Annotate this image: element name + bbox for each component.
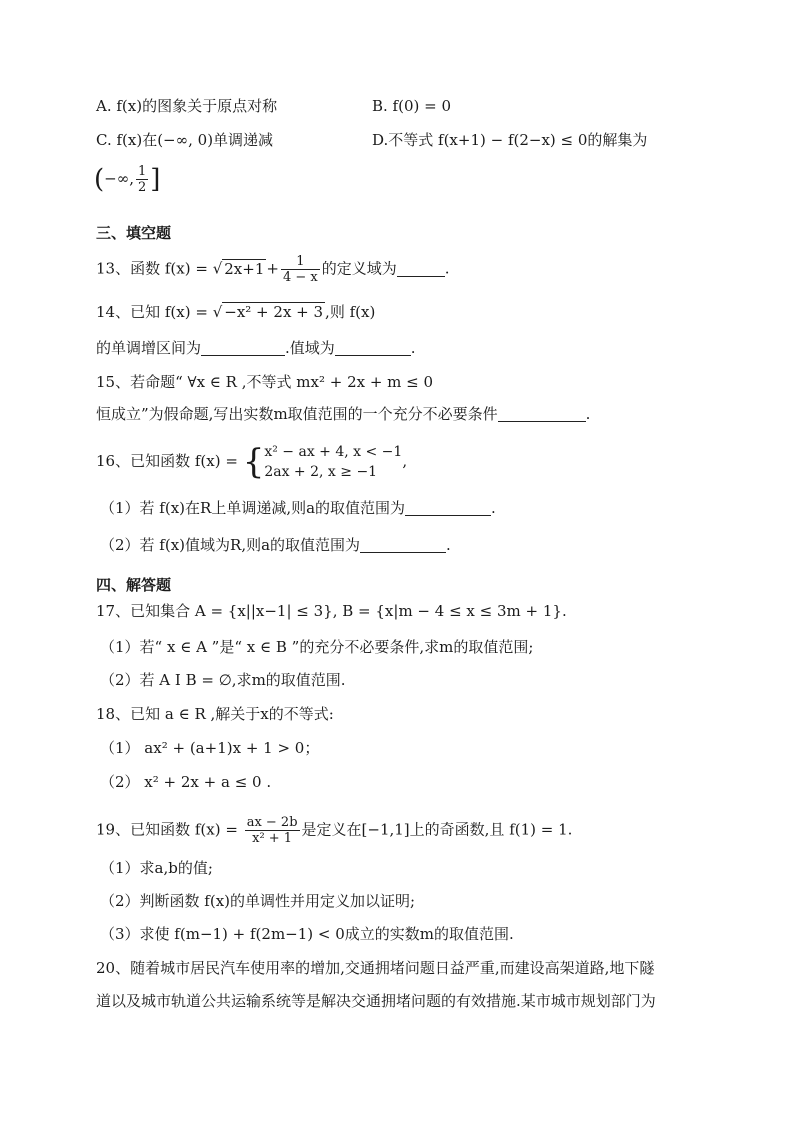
section-fill-in-title: 三、填空题: [96, 224, 172, 242]
q14-suffix: ,则 f(x): [325, 303, 376, 321]
q14-radicand: −x² + 2x + 3: [224, 303, 324, 321]
option-a: A. f(x)的图象关于原点对称: [96, 97, 278, 115]
question-17-part-2: （2）若 A I B = ∅,求m的取值范围.: [100, 671, 346, 689]
q15-text: 恒成立”为假命题,写出实数m取值范围的一个充分不必要条件: [96, 405, 498, 423]
question-19-part-2: （2）判断函数 f(x)的单调性并用定义加以证明;: [100, 892, 416, 910]
q14-range-blank[interactable]: [335, 339, 411, 356]
q13-radicand: 2x+1: [224, 259, 265, 278]
q14-interval-blank[interactable]: [201, 339, 285, 356]
q16-1-period: .: [491, 499, 496, 517]
q19-denominator: x² + 1: [252, 831, 293, 846]
question-16: 16、已知函数 f(x) = { x² − ax + 4, x < −1 2ax + 2, x ≥ −1 ,: [96, 442, 408, 482]
q14-period: .: [410, 339, 416, 357]
q14-increasing-label: 的单调增区间为: [96, 339, 202, 357]
question-13: 13、函数 f(x) = √ 2x+1 + $\frac{1}{4 - x}$ 的定义域为 .: [96, 254, 450, 285]
q16-case-1: x² − ax + 4, x < −1: [264, 444, 403, 460]
question-18-part-2: （2） x² + 2x + a ≤ 0 .: [100, 773, 272, 791]
question-15-line-1: 15、若命题“ ∀x ∈ R ,不等式 mx² + 2x + m ≤ 0: [96, 373, 434, 391]
q19-numerator: ax − 2b: [246, 815, 298, 830]
question-14-line-1: 14、已知 f(x) = √ −x² + 2x + 3 ,则 f(x): [96, 303, 376, 321]
q19-suffix: 是定义在[−1,1]上的奇函数,且 f(1) = 1.: [301, 820, 573, 839]
question-20-line-2: 道以及城市轨道公共运输系统等是解决交通拥堵问题的有效措施.某市城市规划部门为: [96, 992, 656, 1010]
interval-fraction: [136, 164, 148, 195]
option-c: C. f(x)在(−∞, 0)单调递减: [96, 131, 274, 149]
q16-2-answer-blank[interactable]: [360, 536, 446, 553]
question-17: 17、已知集合 A = {x||x−1| ≤ 3}, B = {x|m − 4 ≤ x ≤ 3m + 1}.: [96, 602, 567, 620]
q13-fraction: [281, 254, 320, 285]
q13-suffix: 的定义域为: [321, 259, 397, 278]
question-16-part-2: [100, 535, 451, 555]
question-14-line-2: [96, 338, 416, 358]
q16-1-text: （1）若 f(x)在R上单调递减,则a的取值范围为: [100, 499, 406, 517]
q15-answer-blank[interactable]: [498, 405, 586, 422]
fraction-numerator: 1: [138, 164, 147, 179]
interval-left: −∞,: [104, 169, 134, 188]
question-18: 18、已知 a ∈ R ,解关于x的不等式:: [96, 705, 334, 723]
q13-plus: +: [266, 259, 279, 278]
q14-range-label: .值域为: [285, 339, 335, 357]
q16-case-2: 2ax + 2, x ≥ −1: [264, 464, 378, 480]
q16-1-answer-blank[interactable]: [405, 499, 491, 516]
question-17-part-1: （1）若“ x ∈ A ”是“ x ∈ B ”的充分不必要条件,求m的取值范围;: [100, 638, 534, 656]
question-19-part-1: （1）求a,b的值;: [100, 859, 213, 877]
fraction-denominator: 2: [138, 180, 147, 195]
question-15-line-2: [96, 404, 590, 424]
q16-prefix: 16、已知函数 f(x) =: [96, 452, 243, 470]
q19-fraction: [245, 815, 300, 846]
option-d-interval: (−∞, $\frac{1}{2}$ ]: [94, 164, 161, 195]
question-16-part-1: [100, 498, 496, 518]
option-b: B. f(0) = 0: [372, 97, 452, 115]
question-20-line-1: 20、随着城市居民汽车使用率的增加,交通拥堵问题日益严重,而建设高架道路,地下隧: [96, 959, 655, 977]
q13-numerator: 1: [281, 254, 320, 270]
question-19: [96, 815, 572, 846]
q16-piecewise: [264, 442, 402, 482]
section-solution-title: 四、解答题: [96, 576, 172, 594]
q13-denominator: 4 − x: [282, 270, 318, 285]
q13-prefix: 13、函数 f(x) =: [96, 259, 213, 278]
q16-2-text: （2）若 f(x)值域为R,则a的取值范围为: [100, 536, 361, 554]
q16-comma: ,: [402, 452, 408, 470]
q13-period: .: [444, 259, 450, 278]
option-d: D.不等式 f(x+1) − f(2−x) ≤ 0的解集为: [372, 131, 648, 149]
q16-2-period: .: [446, 536, 451, 554]
q19-prefix: 19、已知函数 f(x) =: [96, 820, 243, 839]
question-19-part-3: （3）求使 f(m−1) + f(2m−1) < 0成立的实数m的取值范围.: [100, 925, 514, 943]
q15-period: .: [585, 405, 591, 423]
question-18-part-1: （1） ax² + (a+1)x + 1 > 0；: [100, 739, 320, 757]
q14-prefix: 14、已知 f(x) =: [96, 303, 213, 321]
q13-answer-blank[interactable]: [397, 260, 445, 277]
